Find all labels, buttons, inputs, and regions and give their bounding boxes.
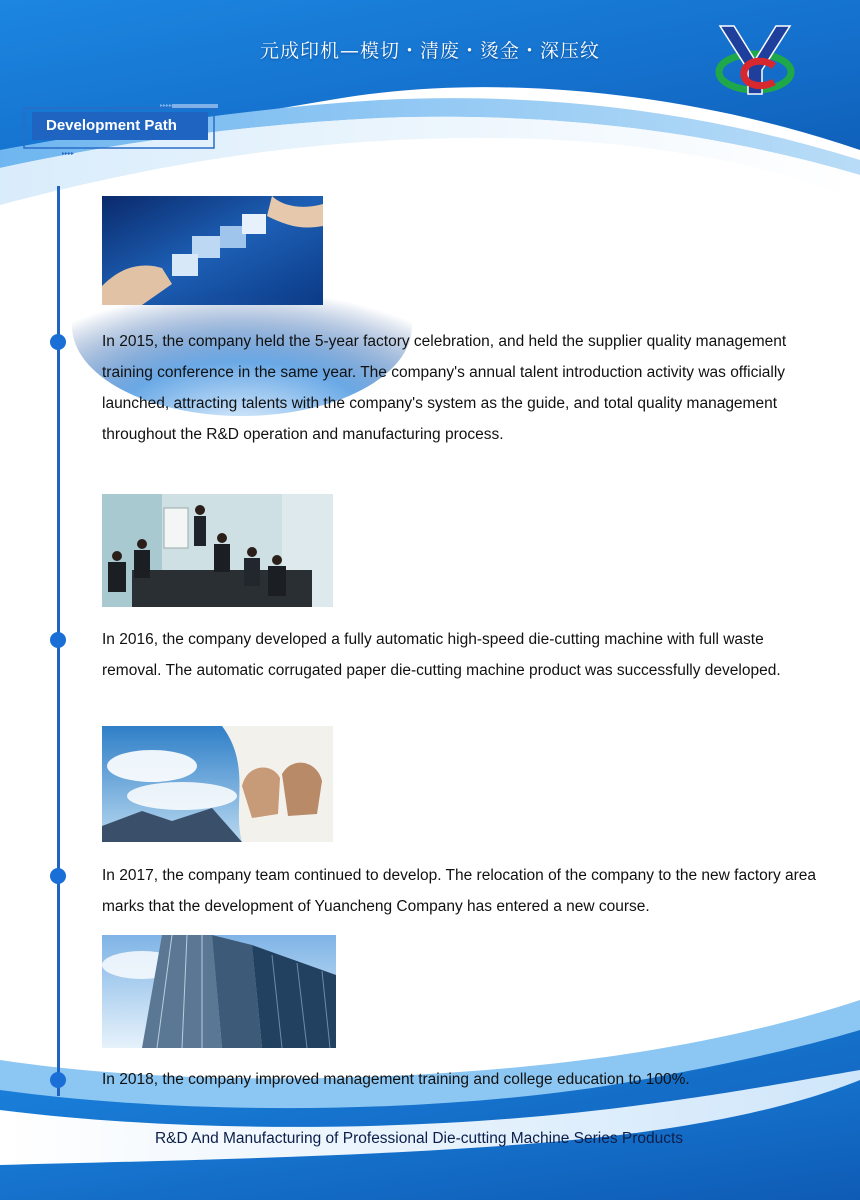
fists-sky-photo [102,726,333,842]
timeline-entry-text: In 2018, the company improved management training and college education to 100%. [102,1071,690,1088]
timeline-entry-text: In 2016, the company developed a fully automatic high-speed die-cutting machine with full waste removal. The automatic corrugated paper die-cutting machine product was successfully developed. [102,631,781,679]
timeline-dot [50,632,66,648]
yc-logo [712,20,798,100]
timeline-dot [50,1072,66,1088]
timeline-dot [50,868,66,884]
company-tagline: 元成印机—模切・清废・烫金・深压纹 [259,40,600,62]
svg-text:▸▸▸▸: ▸▸▸▸ [62,150,75,157]
timeline-entry-text: In 2015, the company held the 5-year factory celebration, and held the supplier quality management training conference in the same year. The company's annual talent introduction activity was officially launched, attracting talents with the company's system as the guide, and total quality management throughout the R&D operation and manufacturing process. [102,333,787,443]
puzzle-earth-photo [102,196,323,305]
timeline-entry-text: In 2017, the company team continued to develop. The relocation of the company to the new factory area marks that the development of Yuancheng Company has entered a new course. [102,867,817,915]
business-meeting-photo [102,494,333,607]
timeline-dot [50,334,66,350]
skyscraper-photo [102,935,336,1048]
svg-text:▸▸▸▸: ▸▸▸▸ [160,102,173,109]
footer-slogan: R&D And Manufacturing of Professional Die-cutting Machine Series Products [154,1130,684,1147]
section-title: Development Path [46,117,177,134]
